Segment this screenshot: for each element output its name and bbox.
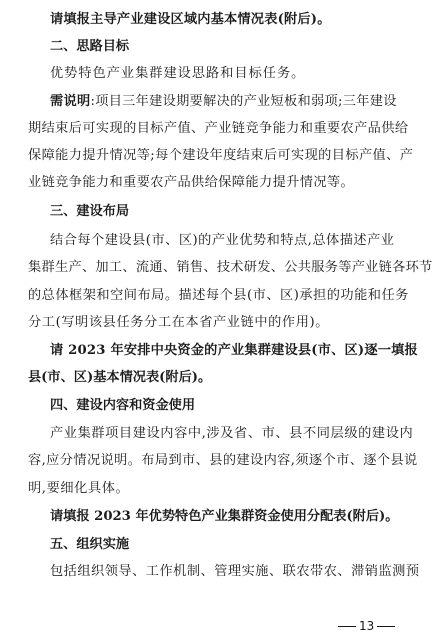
paragraph-line: 集群生产、加工、流通、销售、技术研发、公共服务等产业链各环节 <box>28 260 433 275</box>
paragraph-line: 产业集群项目建设内容中,涉及省、市、县不同层级的建设内 <box>50 426 414 441</box>
paragraph-line: 分工(写明该县任务分工在本省产业链中的作用)。 <box>28 315 330 330</box>
page-number-text: 13 <box>359 619 375 633</box>
paragraph-line: 的总体框架和空间布局。描述每个县(市、区)承担的功能和任务 <box>28 288 409 303</box>
fill-table-instruction-1: 请填报主导产业建设区域内基本情况表(附后)。 <box>50 12 331 27</box>
paragraph-line: 结合每个建设县(市、区)的产业优势和特点,总体描述产业 <box>50 233 395 248</box>
paragraph-line: 优势特色产业集群建设思路和目标任务。 <box>50 66 306 81</box>
paragraph-line: 保障能力提升情况等;每个建设年度结束后可实现的目标产值、产 <box>28 148 414 163</box>
section-heading-3: 三、建设布局 <box>50 204 130 219</box>
fill-table-instruction-3: 请填报 2023 年优势特色产业集群资金使用分配表(附后)。 <box>50 509 399 524</box>
section-heading-5: 五、组织实施 <box>50 537 130 552</box>
page-number <box>335 618 398 634</box>
section-heading-4: 四、建设内容和资金使用 <box>50 398 196 413</box>
fill-table-instruction-2: 请 2023 年安排中央资金的产业集群建设县(市、区)逐一填报 <box>50 343 418 358</box>
paragraph-line <box>50 93 434 111</box>
dash-left <box>338 626 356 628</box>
paragraph-line: 业链竞争能力和重要农产品供给保障能力提升情况等。 <box>28 175 355 190</box>
paragraph-line: 容,应分情况说明。布局到市、县的建设内容,须逐个市、逐个县说 <box>28 453 418 468</box>
section-heading-2: 二、思路目标 <box>50 39 130 54</box>
fill-table-instruction-2-cont: 县(市、区)基本情况表(附后)。 <box>28 370 212 385</box>
note-label: 需说明 <box>50 94 91 109</box>
paragraph-line: 包括组织领导、工作机制、管理实施、联农带农、滞销监测预 <box>50 564 420 579</box>
note-text: :项目三年建设期要解决的产业短板和弱项;三年建设 <box>90 94 397 109</box>
dash-right <box>377 626 395 628</box>
paragraph-line: 期结束后可实现的目标产值、产业链竞争能力和重要农产品供给 <box>28 121 409 136</box>
paragraph-line: 明,要细化具体。 <box>28 481 130 496</box>
